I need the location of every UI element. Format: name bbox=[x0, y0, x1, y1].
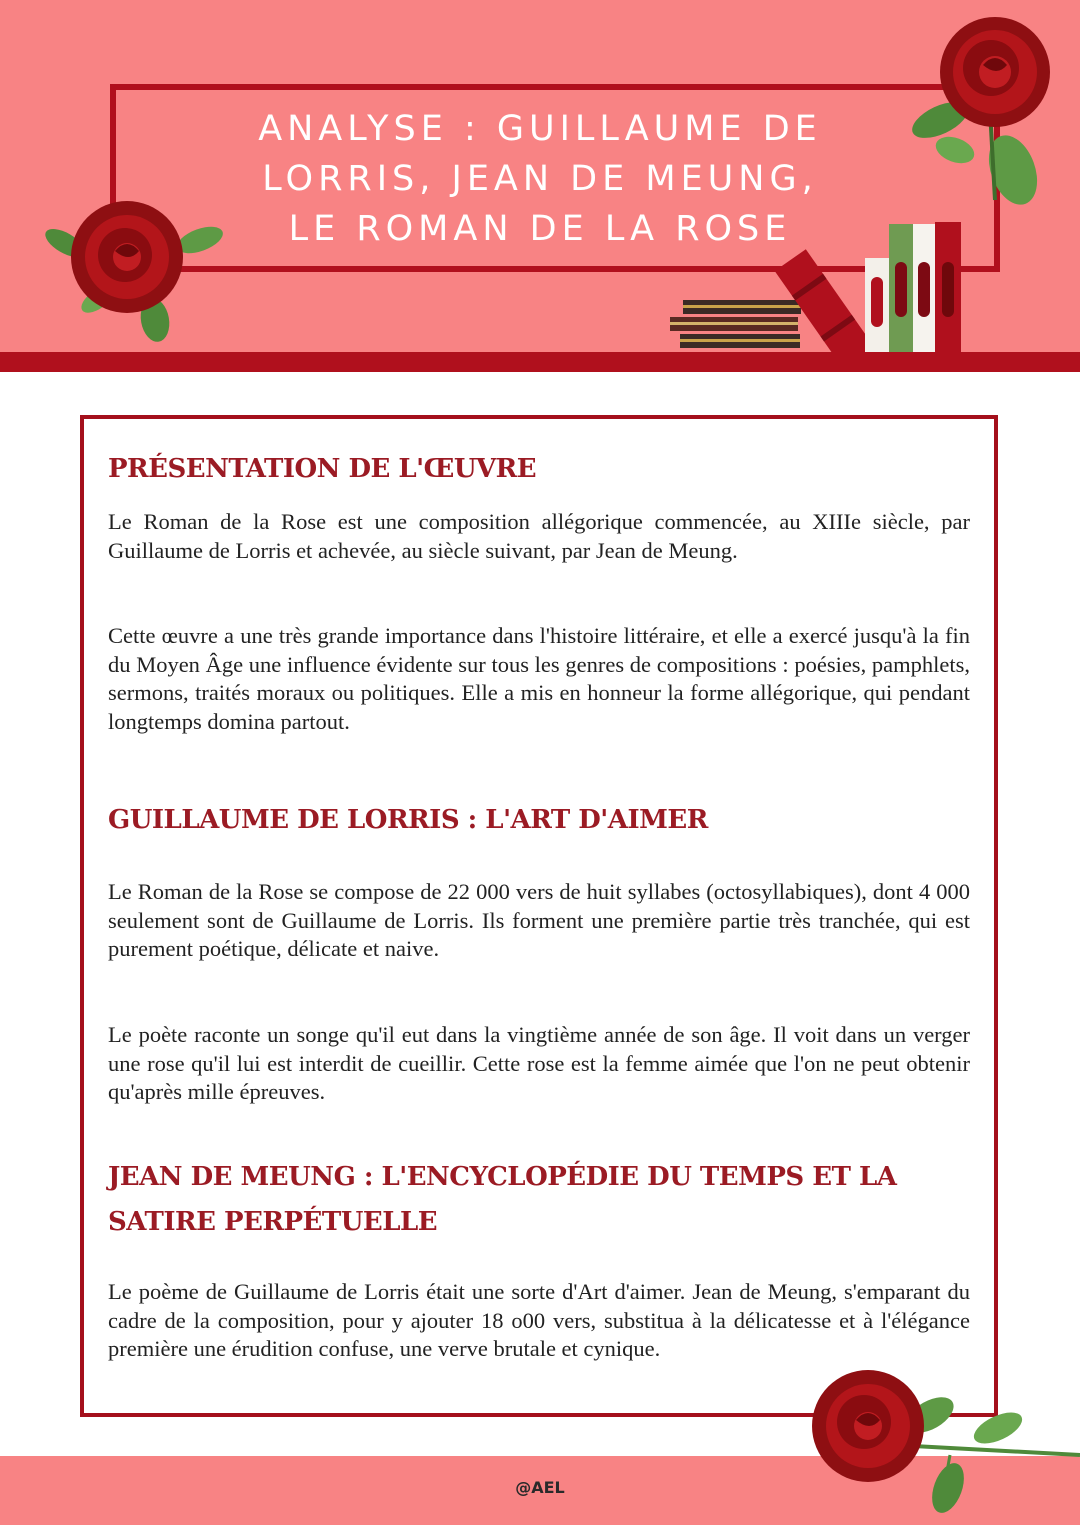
paragraph-lorris-1: Le Roman de la Rose se compose de 22 000 vers de huit syllabes (octosyllabiques), dont 4 000 seulement sont de Guillaume de Lorris. Ils forment une première partie très tranchée, qui est purement poétique, délicate et naive. bbox=[108, 879, 970, 961]
paragraph-presentation-2: Cette œuvre a une très grande importance dans l'histoire littéraire, et elle a exercé jusqu'à la fin du Moyen Âge une influence évidente sur tous les genres de compositions : poésies, pamphlets, sermons, traités moraux ou politiques. Elle a mis en honneur la forme allégorique, qui pendant longtemps domina partout. bbox=[108, 623, 970, 734]
rose-icon-left bbox=[35, 185, 235, 345]
section-title-meung: JEAN DE MEUNG : L'ENCYCLOPÉDIE DU TEMPS ET LA SATIRE PERPÉTUELLE bbox=[108, 1162, 897, 1237]
books-icon bbox=[665, 222, 970, 352]
paragraph-presentation-1: Le Roman de la Rose est une composition allégorique commencée, au XIIIe siècle, par Guillaume de Lorris et achevée, au siècle suivant, par Jean de Meung. bbox=[108, 509, 970, 563]
header-bottom-band bbox=[0, 352, 1080, 372]
rose-icon-top-right bbox=[895, 10, 1065, 210]
page-title: ANALYSE : GUILLAUME DE LORRIS, JEAN DE MEUNG, LE ROMAN DE LA ROSE bbox=[258, 109, 822, 249]
footer-credit: @AEL bbox=[515, 1478, 565, 1497]
section-title-lorris: GUILLAUME DE LORRIS : L'ART D'AIMER bbox=[108, 805, 708, 835]
paragraph-meung-1: Le poème de Guillaume de Lorris était une sorte d'Art d'aimer. Jean de Meung, s'emparant du cadre de la composition, pour y ajouter 18 o00 vers, substitua à la délicatesse et à l'élégance première une érudition confuse, une verve brutale et cynique. bbox=[108, 1279, 970, 1361]
rose-icon-bottom-right bbox=[800, 1360, 1080, 1520]
section-title-presentation: PRÉSENTATION DE L'ŒUVRE bbox=[108, 454, 537, 484]
paragraph-lorris-2: Le poète raconte un songe qu'il eut dans la vingtième année de son âge. Il voit dans un verger une rose qu'il lui est interdit de cueillir. Cette rose est la femme aimée que l'on ne peut obtenir qu'après mille épreuves. bbox=[108, 1022, 970, 1104]
